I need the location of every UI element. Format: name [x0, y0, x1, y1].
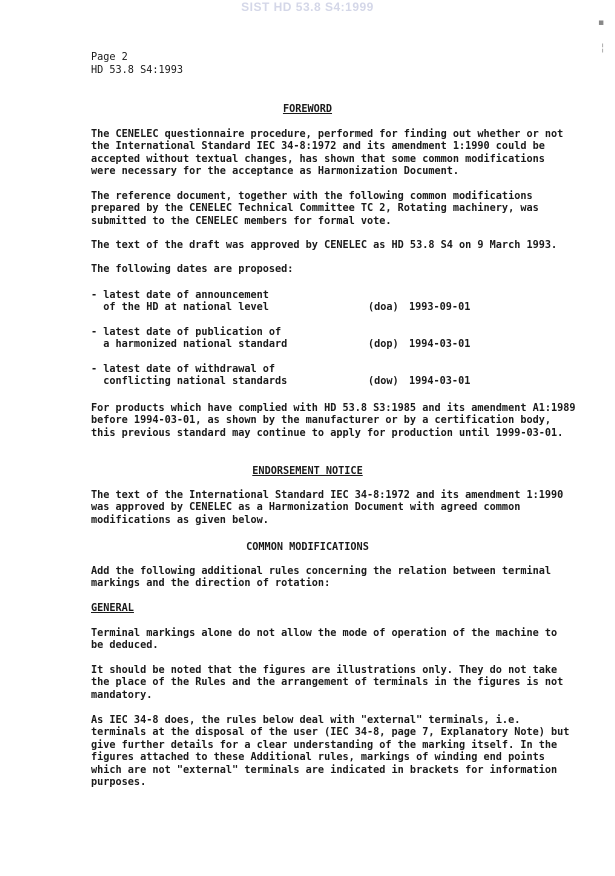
common-modifications-title: COMMON MODIFICATIONS: [246, 542, 369, 553]
watermark: SIST HD 53.8 S4:1999: [241, 0, 374, 14]
date-row-dop: [91, 327, 591, 353]
date-row-date: 1994-03-01: [409, 376, 471, 387]
common-paragraph-2: Terminal markings alone do not allow the mode of operation of the machine to be deduced.: [91, 628, 558, 652]
date-row-doa: [91, 290, 591, 316]
date-row-dow: [91, 364, 591, 390]
common-paragraph-4: As IEC 34-8 does, the rules below deal with "external" terminals, i.e. terminals at the disposal of the user (IEC 34-8, page 7, Explanatory Note) but give further details for a clear understanding of the marking itself. In the figures attached to these Additional rules, markings of winding end points which are not "external" terminals are indicated in brackets for information purposes.: [91, 715, 570, 789]
endorsement-title: ENDORSEMENT NOTICE: [252, 466, 363, 477]
foreword-paragraph-4: The following dates are proposed:: [91, 264, 294, 275]
date-row-label: - latest date of publication of a harmonized national standard: [91, 327, 288, 351]
common-paragraph-1: Add the following additional rules concerning the relation between terminal markings and the direction of rotation:: [91, 566, 552, 590]
date-row-label: - latest date of announcement of the HD at national level: [91, 290, 269, 314]
foreword-paragraph-3: The text of the draft was approved by CENELEC as HD 53.8 S4 on 9 March 1993.: [91, 240, 558, 251]
date-row-abbr: (dop): [368, 339, 399, 350]
date-row-abbr: (dow): [368, 376, 399, 387]
page-header: [91, 51, 183, 77]
scan-speck: ╎: [600, 44, 606, 54]
scan-speck: ▪: [598, 18, 605, 28]
page-number: Page 2: [91, 52, 128, 63]
document-id: HD 53.8 S4:1993: [91, 65, 184, 76]
foreword-paragraph-5: For products which have complied with HD 53.8 S3:1985 and its amendment A1:1989 before 1994-03-01, as shown by the manufacturer or by a certification body, this previous standard may continue to apply for production until 1999-03-01.: [91, 403, 576, 439]
date-row-date: 1993-09-01: [409, 302, 471, 313]
date-row-abbr: (doa): [368, 302, 399, 313]
foreword-paragraph-2: The reference document, together with the following common modifications prepared by the CENELEC Technical Committee TC 2, Rotating machinery, was submitted to the CENELEC members for formal vote.: [91, 191, 539, 227]
date-row-label: - latest date of withdrawal of conflicting national standards: [91, 364, 288, 388]
common-paragraph-3: It should be noted that the figures are illustrations only. They do not take the place of the Rules and the arrangement of terminals in the figures is not mandatory.: [91, 665, 564, 701]
date-row-date: 1994-03-01: [409, 339, 471, 350]
foreword-title: FOREWORD: [282, 104, 333, 115]
foreword-paragraph-1: The CENELEC questionnaire procedure, performed for finding out whether or not the International Standard IEC 34-8:1972 and its amendment 1:1990 could be accepted without textual changes, has shown that some common modifications were necessary for the acceptance as Harmonization Document.: [91, 129, 564, 178]
general-heading: GENERAL: [91, 603, 134, 614]
endorsement-paragraph: The text of the International Standard IEC 34-8:1972 and its amendment 1:1990 was approved by CENELEC as a Harmonization Document with agreed common modifications as given below.: [91, 490, 564, 526]
